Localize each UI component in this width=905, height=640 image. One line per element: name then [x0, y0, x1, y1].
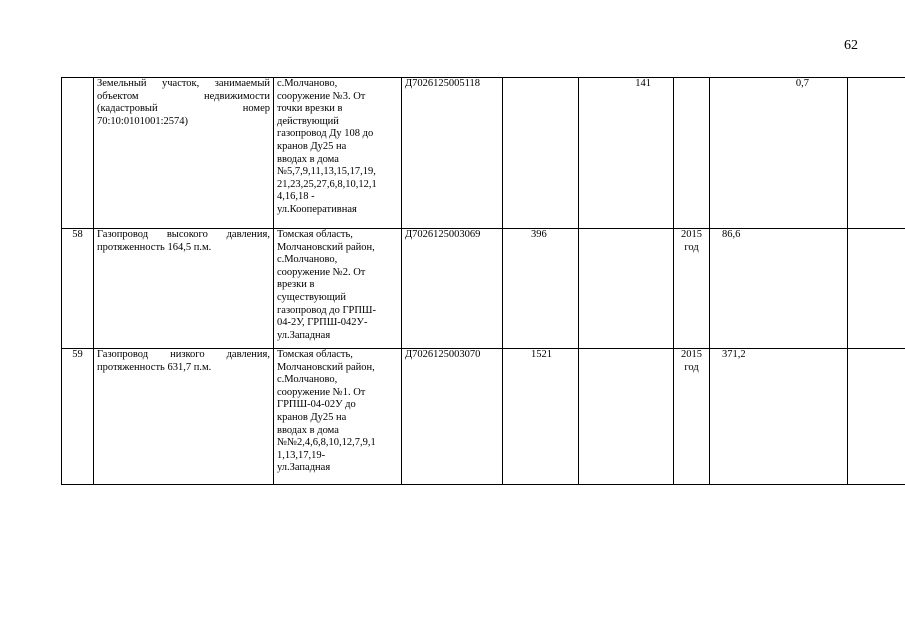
- note-cell: [848, 349, 905, 485]
- address-cell: [274, 78, 402, 229]
- note-cell: [848, 78, 905, 229]
- address-line: газопровод до ГРПШ-: [277, 304, 377, 316]
- object-name-cell: Земельный участок, занимаемый объектом недвижимости (кадастровый номер 70:10:0101001:2574): [94, 78, 274, 229]
- cadastral-number-cell: Д7026125005118: [402, 78, 503, 229]
- page-number: 62: [844, 38, 858, 53]
- address-line: Молчановский район,: [277, 361, 375, 373]
- length-cell: 396: [503, 229, 579, 349]
- address-line: 04-2У, ГРПШ-042У-: [277, 317, 368, 329]
- object-name-cell: Газопровод низкого давления, протяженность 631,7 п.м.: [94, 349, 274, 485]
- address-line: сооружение №1. От: [277, 386, 366, 398]
- address-line: с.Молчаново,: [277, 254, 338, 266]
- address-line: существующий: [277, 291, 347, 303]
- row-number-cell: 59: [62, 349, 94, 485]
- row-number-cell: 58: [62, 229, 94, 349]
- address-line: с.Молчаново,: [277, 78, 338, 89]
- address-line: с.Молчаново,: [277, 374, 338, 386]
- address-line: №5,7,9,11,13,15,17,19,: [277, 166, 376, 178]
- address-line: ГРПШ-04-02У до: [277, 399, 356, 411]
- table-row: [62, 229, 905, 349]
- address-line: Томская область,: [277, 229, 353, 240]
- row-number-cell: [62, 78, 94, 229]
- address-line: 21,23,25,27,6,8,10,12,1: [277, 178, 377, 190]
- address-line: вводах в дома: [277, 153, 339, 165]
- year-cell: [674, 78, 710, 229]
- address-line: №№2,4,6,8,10,12,7,9,1: [277, 437, 376, 449]
- table-row: [62, 349, 905, 485]
- address-cell: [274, 349, 402, 485]
- year-cell: 2015 год: [674, 229, 710, 349]
- address-line: точки врезки в: [277, 103, 343, 115]
- address-line: ул.Западная: [277, 329, 331, 341]
- area-cell: [579, 229, 674, 349]
- address-line: вводах в дома: [277, 424, 339, 436]
- address-line: врезки в: [277, 279, 315, 291]
- cadastral-number-cell: Д7026125003069: [402, 229, 503, 349]
- year-cell: 2015 год: [674, 349, 710, 485]
- address-line: ул.Западная: [277, 462, 331, 474]
- value-cell: 371,2: [710, 349, 848, 485]
- address-line: 4,16,18 -: [277, 191, 315, 203]
- value-cell: 86,6: [710, 229, 848, 349]
- address-line: ул.Кооперативная: [277, 203, 357, 215]
- address-line: сооружение №2. От: [277, 266, 366, 278]
- table-row: [62, 78, 905, 229]
- length-cell: [503, 78, 579, 229]
- area-cell: 141: [579, 78, 674, 229]
- value-cell: 0,7: [710, 78, 848, 229]
- object-name-cell: Газопровод высокого давления, протяженность 164,5 п.м.: [94, 229, 274, 349]
- address-line: Томская область,: [277, 349, 353, 360]
- area-cell: [579, 349, 674, 485]
- address-line: кранов Ду25 на: [277, 140, 347, 152]
- property-registry-table: [61, 77, 905, 485]
- cadastral-number-cell: Д7026125003070: [402, 349, 503, 485]
- address-line: действующий: [277, 115, 339, 127]
- address-line: 1,13,17,19-: [277, 449, 326, 461]
- address-line: сооружение №3. От: [277, 90, 366, 102]
- address-cell: [274, 229, 402, 349]
- note-cell: [848, 229, 905, 349]
- address-line: газопровод Ду 108 до: [277, 128, 374, 140]
- length-cell: 1521: [503, 349, 579, 485]
- address-line: Молчановский район,: [277, 241, 375, 253]
- address-line: кранов Ду25 на: [277, 411, 347, 423]
